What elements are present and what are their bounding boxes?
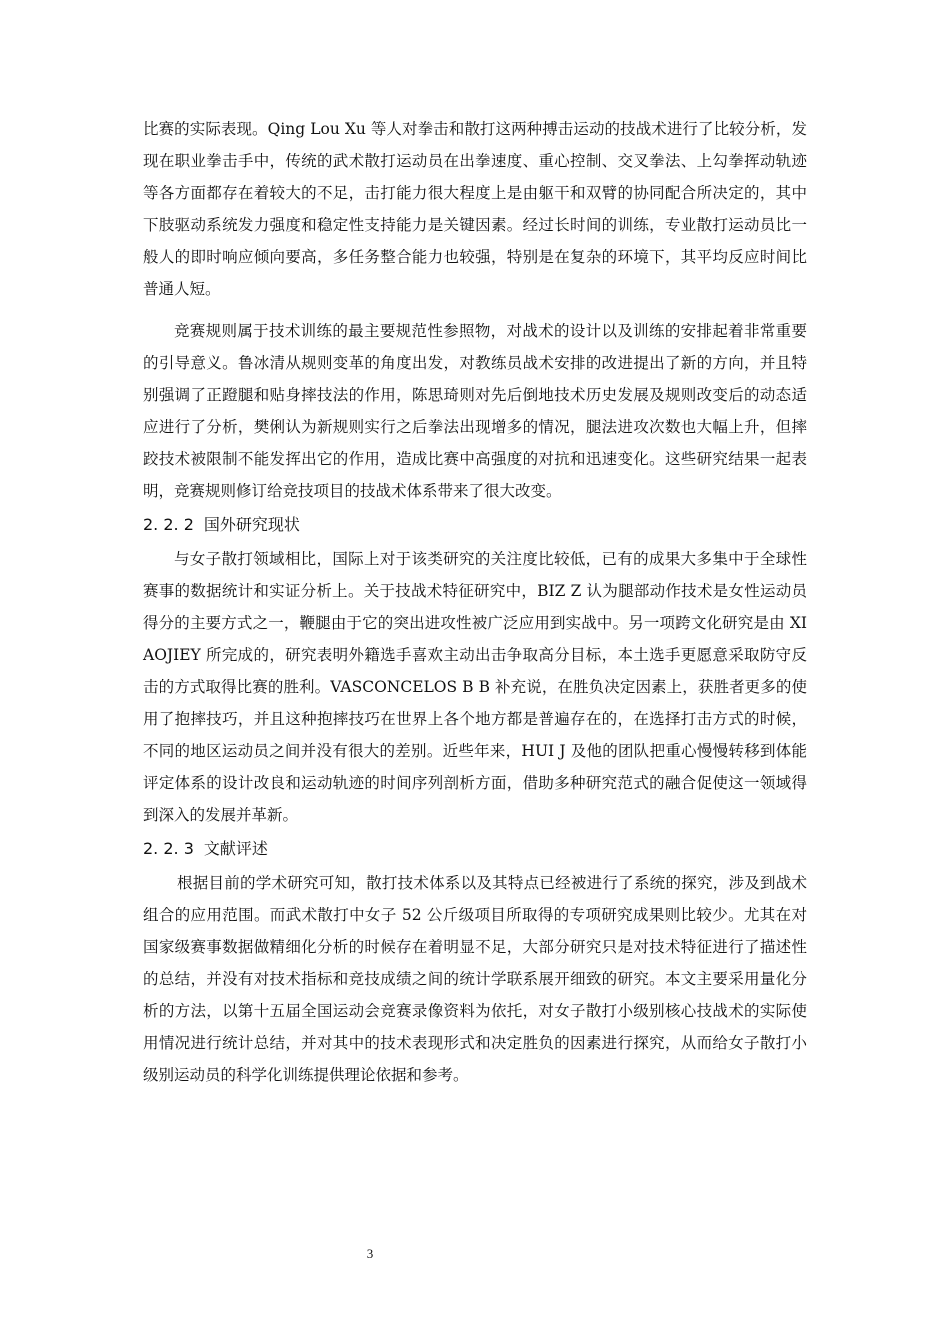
paragraph-4: 根据目前的学术研究可知，散打技术体系以及其特点已经被进行了系统的探究，涉及到战术组合的应用范围。而武术散打中女子 52 公斤级项目所取得的专项研究成果则比较少。尤其在对国家级赛事数据做精细化分析的时候存在着明显不足，大部分研究只是对技术特征进行了描述性的总结，并没有对技术指标和竞技成绩之间的统计学联系展开细致的研究。本文主要采用量化分析的方法，以第十五届全国运动会竞赛录像资料为依托，对女子散打小级别核心技战术的实际使用情况进行统计总结，并对其中的技术表现形式和决定胜负的因素进行探究，从而给女子散打小级别运动员的科学化训练提供理论依据和参考。 [143, 874, 807, 1084]
page-number: 3 [366, 1246, 374, 1261]
page-body [143, 113, 807, 1091]
paragraph-1: 比赛的实际表现。Qing Lou Xu 等人对拳击和散打这两种搏击运动的技战术进行了比较分析，发现在职业拳击手中，传统的武术散打运动员在出拳速度、重心控制、交叉拳法、上勾拳挥动轨迹等各方面都存在着较大的不足，击打能力很大程度上是由躯干和双臂的协同配合所决定的，其中下肢驱动系统发力强度和稳定性支持能力是关键因素。经过长时间的训练，专业散打运动员比一般人的即时响应倾向要高，多任务整合能力也较强，特别是在复杂的环境下，其平均反应时间比普通人短。 [143, 120, 807, 298]
section-heading-2-2-2 [143, 507, 807, 543]
paragraph-3: 与女子散打领域相比，国际上对于该类研究的关注度比较低，已有的成果大多集中于全球性赛事的数据统计和实证分析上。关于技战术特征研究中，BIZ Z 认为腿部动作技术是女性运动员得分的主要方式之一，鞭腿由于它的突出进攻性被广泛应用到实战中。另一项跨文化研究是由 XIAOJIEY 所完成的，研究表明外籍选手喜欢主动出击争取高分目标，本土选手更愿意采取防守反击的方式取得比赛的胜利。VASCONCELOS B B 补充说，在胜负决定因素上，获胜者更多的使用了抱摔技巧，并且这种抱摔技巧在世界上各个地方都是普遍存在的，在选择打击方式的时候，不同的地区运动员之间并没有很大的差别。近些年来，HUI J 及他的团队把重心慢慢转移到体能评定体系的设计改良和运动轨迹的时间序列剖析方面，借助多种研究范式的融合促使这一领域得到深入的发展并革新。 [143, 550, 807, 824]
section-title: 国外研究现状 [203, 515, 300, 534]
section-heading-2-2-3 [143, 831, 807, 867]
paragraph-gap [143, 305, 807, 315]
section-number: 2. 2. 3 [143, 839, 194, 858]
section-number: 2. 2. 2 [143, 515, 194, 534]
paragraph-2: 竞赛规则属于技术训练的最主要规范性参照物，对战术的设计以及训练的安排起着非常重要的引导意义。鲁冰清从规则变革的角度出发，对教练员战术安排的改进提出了新的方向，并且特别强调了正蹬腿和贴身摔技法的作用，陈思琦则对先后倒地技术历史发展及规则改变后的动态适应进行了分析，樊俐认为新规则实行之后拳法出现增多的情况，腿法进攻次数也大幅上升，但摔跤技术被限制不能发挥出它的作用，造成比赛中高强度的对抗和迅速变化。这些研究结果一起表明，竞赛规则修订给竞技项目的技战术体系带来了很大改变。 [143, 322, 807, 500]
section-title: 文献评述 [203, 839, 268, 858]
